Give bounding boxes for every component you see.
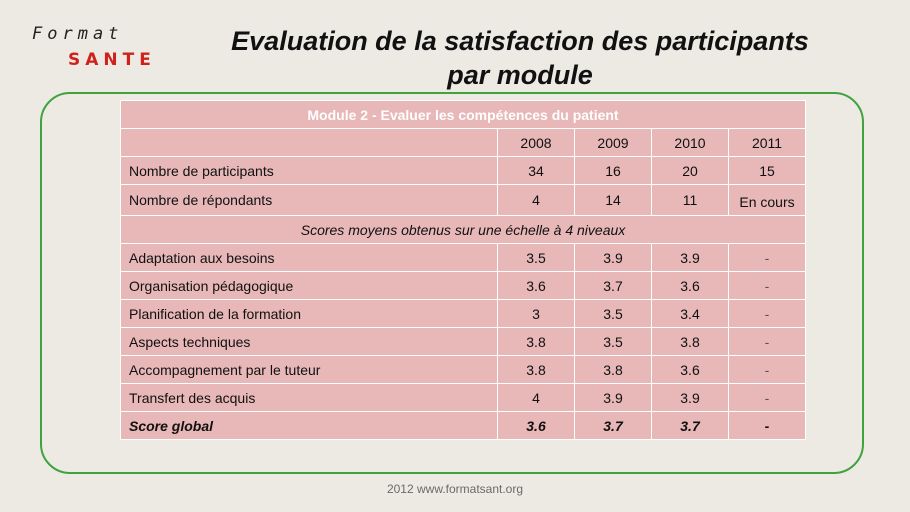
status-cell-highlight: En cours	[729, 185, 806, 216]
value-cell: 20	[652, 157, 729, 185]
value-cell: 3.5	[498, 244, 575, 272]
table-row	[121, 328, 806, 356]
row-label: Nombre de participants	[121, 157, 498, 185]
value-cell: 3	[498, 300, 575, 328]
value-cell-highlight: -	[729, 244, 806, 272]
satisfaction-table	[120, 100, 806, 440]
total-value-highlight: -	[729, 412, 806, 440]
value-cell-highlight: -	[729, 356, 806, 384]
value-cell: 16	[575, 157, 652, 185]
value-cell: 4	[498, 185, 575, 216]
years-row-label	[121, 129, 498, 157]
page-title-line-1: Evaluation de la satisfaction des participants	[231, 26, 809, 56]
value-cell: 3.6	[498, 272, 575, 300]
page-title	[180, 24, 860, 92]
logo	[32, 24, 156, 70]
value-cell: 34	[498, 157, 575, 185]
row-label: Transfert des acquis	[121, 384, 498, 412]
value-cell-highlight: -	[729, 300, 806, 328]
value-cell: 3.6	[652, 356, 729, 384]
year-cell-highlight: 2011	[729, 129, 806, 157]
row-label: Nombre de répondants	[121, 185, 498, 216]
row-label: Aspects techniques	[121, 328, 498, 356]
page-title-line-2: par module	[447, 60, 593, 90]
table-row	[121, 272, 806, 300]
value-cell: 3.8	[498, 328, 575, 356]
row-label: Adaptation aux besoins	[121, 244, 498, 272]
value-cell: 3.7	[575, 272, 652, 300]
value-cell: 3.5	[575, 328, 652, 356]
value-cell: 3.8	[652, 328, 729, 356]
total-value: 3.7	[575, 412, 652, 440]
value-cell: 3.8	[575, 356, 652, 384]
value-cell: 3.9	[652, 244, 729, 272]
table-row	[121, 300, 806, 328]
total-row	[121, 412, 806, 440]
value-cell: 3.5	[575, 300, 652, 328]
value-cell: 3.9	[575, 384, 652, 412]
value-cell: 3.8	[498, 356, 575, 384]
table-row	[121, 244, 806, 272]
logo-line-sante: SANTE	[68, 50, 156, 70]
footer-credit: 2012 www.formatsant.org	[386, 482, 524, 496]
row-label: Accompagnement par le tuteur	[121, 356, 498, 384]
years-row	[121, 129, 806, 157]
logo-line-format: Format	[32, 24, 124, 44]
row-label: Planification de la formation	[121, 300, 498, 328]
year-cell: 2008	[498, 129, 575, 157]
value-cell-highlight: -	[729, 384, 806, 412]
section-row	[121, 216, 806, 244]
value-cell: 4	[498, 384, 575, 412]
total-value: 3.6	[498, 412, 575, 440]
year-cell: 2010	[652, 129, 729, 157]
table-row	[121, 384, 806, 412]
section-title: Scores moyens obtenus sur une échelle à 4 niveaux	[121, 216, 806, 244]
value-cell: 3.6	[652, 272, 729, 300]
total-label: Score global	[121, 412, 498, 440]
value-cell: 11	[652, 185, 729, 216]
table-row	[121, 356, 806, 384]
module-header: Module 2 - Evaluer les compétences du patient	[121, 101, 806, 129]
value-cell-highlight: 15	[729, 157, 806, 185]
value-cell: 3.9	[575, 244, 652, 272]
table-header-row	[121, 101, 806, 129]
value-cell-highlight: -	[729, 328, 806, 356]
value-cell: 14	[575, 185, 652, 216]
value-cell-highlight: -	[729, 272, 806, 300]
respondents-row	[121, 185, 806, 216]
value-cell: 3.9	[652, 384, 729, 412]
year-cell: 2009	[575, 129, 652, 157]
row-label: Organisation pédagogique	[121, 272, 498, 300]
total-value: 3.7	[652, 412, 729, 440]
participants-row	[121, 157, 806, 185]
value-cell: 3.4	[652, 300, 729, 328]
